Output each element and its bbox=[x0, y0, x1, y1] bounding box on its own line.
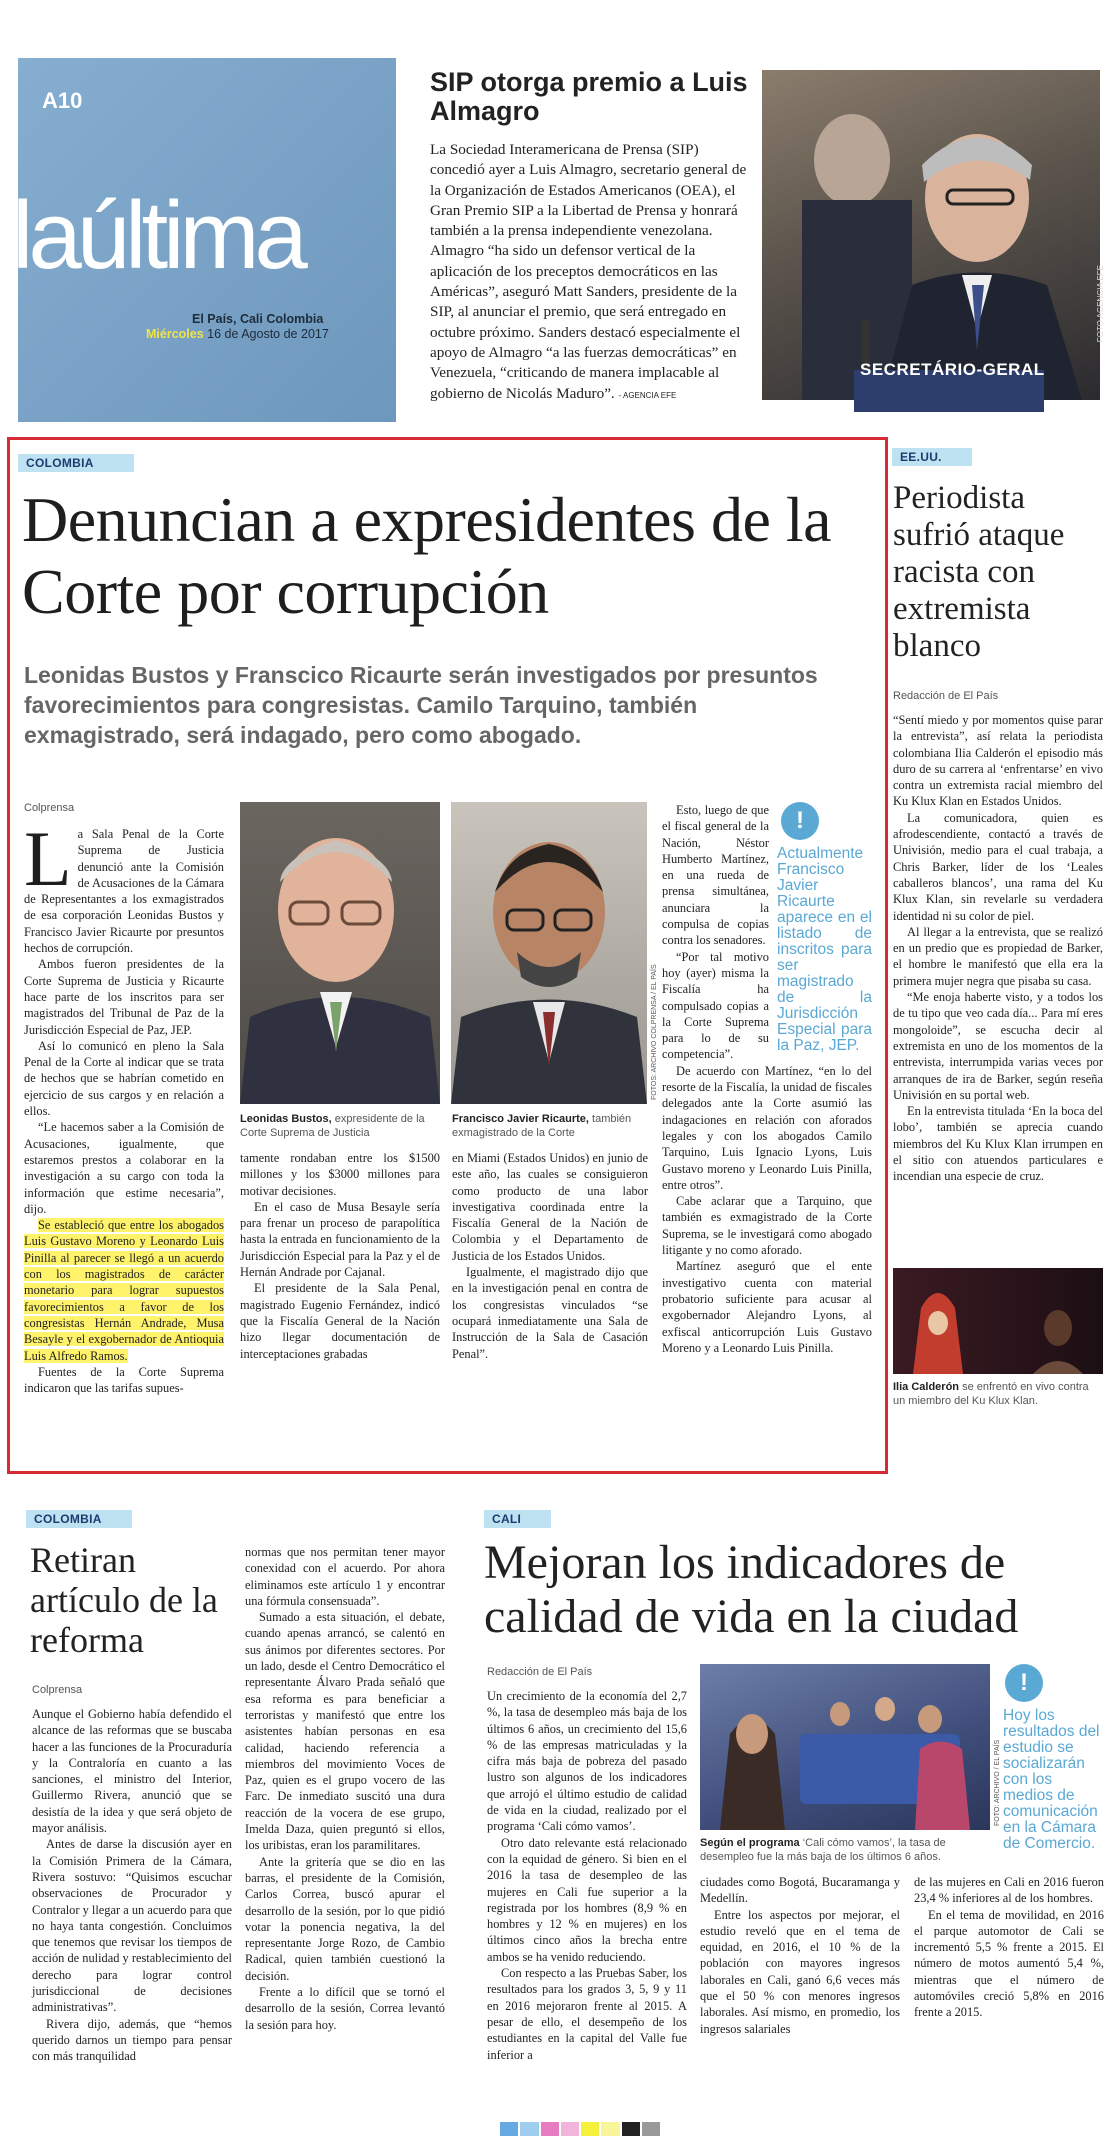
reforma-p: Frente a lo difícil que se tornó el desarrollo de la sesión, Correa levantó la sesión para hoy. bbox=[245, 1985, 445, 2032]
main-col4-p: Martínez aseguró que el ente investigativo cuenta con material probatorio suficiente para acusar al exgobernador Alejandro Lyons, al exfiscal anticorrupción Luis Gustavo Moreno y a Leonardo Luis Pinilla. bbox=[662, 1259, 872, 1355]
eeuu-p: En la entrevista titulada ‘En la boca del lobo’, también se aprecia cuando miembros del Ku Klux Klan irrumpen en el sitio con atuendos particulares e incendian una especie de cruz. bbox=[893, 1104, 1103, 1184]
cali-p: Otro dato relevante está relacionado con la equidad de género. Si bien en el 2016 la tasa de desempleo de las mujeres en Cali fue superior a la registrada por los hombres (8,9 % en hombres y 12 % en mujeres) en los últimos cinco años la brecha entre ambos se ha venido reduciendo. bbox=[487, 1835, 687, 1964]
main-col2-p: En el caso de Musa Besayle sería para frenar un proceso de parapolítica hasta la entrada en funcionamiento de la Jurisdicción Especial para la Paz y el de Hernán Andrade por Cajanal. bbox=[240, 1199, 440, 1280]
cali-headline: Mejoran los indicadores de calidad de vida en la ciudad bbox=[484, 1536, 1019, 1643]
main-kicker bbox=[18, 454, 134, 472]
main-sidenote-box bbox=[777, 802, 872, 1054]
ricaurte-caption bbox=[452, 1112, 648, 1140]
main-col3-bottom bbox=[452, 1150, 648, 1362]
bustos-caption-text: expresidente de la Corte Suprema de Justicia bbox=[240, 1113, 425, 1139]
calderon-illustration bbox=[893, 1268, 1103, 1374]
ricaurte-caption-name: Francisco Javier Ricaurte, bbox=[452, 1113, 589, 1125]
cali-byline: Redacción de El País bbox=[487, 1666, 593, 1678]
main-col2 bbox=[240, 1150, 440, 1362]
cali-caption-text: ‘Cali cómo vamos’, la tasa de desempleo fue la más baja de los últimos 6 años. bbox=[700, 1837, 946, 1863]
reforma-p: Sumado a esta situación, el debate, cuando apenas arrancó, se calentó en sus ánimos por diferentes sectores. Por un lado, desde el Centro Democrático el representante Álvaro Prada señaló que esa reforma es para beneficiar a terroristas y manifestó que entre los asistentes habían personas en esa calidad, haciendo referencia a miembros del movimiento Voces de Paz, quien es el grupo vocero de las Farc. De inmediato suscitó una dura reacción de la vocera de ese grupo, Imelda Daza, quien preguntó si ellos, los uribistas, eran los paramilitares. bbox=[245, 1610, 445, 1853]
eeuu-p: “Sentí miedo y por momentos quise parar la entrevista”, así relata la periodista colombiana Ilia Calderón el episodio más duro de su carrera al ‘enfrentarse’ en vivo contra un extremista racial miembro del Ku Klux Klan en Estados Unidos. bbox=[893, 713, 1103, 809]
main-col1 bbox=[24, 815, 224, 1396]
main-kicker-label: COLOMBIA bbox=[18, 454, 134, 472]
main-col3b-p: en Miami (Estados Unidos) en junio de este año, las cuales se consiguieron como producto de una labor investigativa coordinada entre la Fiscalía General de la Nación de Colombia y el Departamento de Justicia de los Estados Unidos. bbox=[452, 1151, 648, 1263]
almagro-sign: SECRETÁRIO-GERAL bbox=[860, 360, 1045, 379]
cali-p: Con respecto a las Pruebas Saber, los resultados para los grados 3, 5, 9 y 11 en 2016 mejoraron frente al 2015. A pesar de ello, el desempeño de los estudiantes en la capital del Valle fue inferior a bbox=[487, 1966, 687, 2062]
cali-col3 bbox=[914, 1874, 1104, 2021]
sip-body: La Sociedad Interamericana de Prensa (SIP) concedió ayer a Luis Almagro, secretario general de la Organización de Estados Americanos (OEA), el Gran Premio SIP a la Libertad de Prensa y honrará también a la prensa independiente venezolana. Almagro “ha sido un defensor vertical de la aplicación de los preceptos democráticos en las Américas”, aseguró Matt Sanders, presidente de la SIP, al anunciar el premio, que será entregado en octubre próximo. Sanders destacó especialmente el apoyo de Almagro “a las fuerzas democráticas” en Venezuela, “criticando de manera implacable al gobierno de Nicolás Maduro”. bbox=[430, 141, 747, 402]
masthead-panel bbox=[12, 58, 396, 422]
cali-caption-name: Según el programa bbox=[700, 1837, 800, 1849]
cali-kicker bbox=[484, 1510, 551, 1528]
cali-p: Entre los aspectos por mejorar, el estudio reveló que en el tema de equidad, en 2016, el 10 % de la población con mayores ingresos laborales en Cali, ganó 6,6 veces más que el 50 % con menores ingresos laborales. Así mismo, en promedio, los ingresos salariales bbox=[700, 1907, 900, 2036]
cali-caption bbox=[700, 1836, 990, 1864]
cali-p: En el tema de movilidad, en 2016 el parque automotor de Cali se incrementó 5,5 % frente a 2015. El número de motos aumentó 5,4 %, mientras que el número de automóviles creció 5,8% en 2016 frente a 2015. bbox=[914, 1907, 1104, 2020]
cali-sidenote-box bbox=[1003, 1664, 1103, 1852]
reforma-kicker bbox=[26, 1510, 132, 1528]
reforma-byline: Colprensa bbox=[32, 1684, 83, 1696]
cali-photo-credit: FOTO: ARCHIVO / EL PAÍS bbox=[994, 1739, 1001, 1826]
sip-credit: AGENCIA EFE bbox=[622, 390, 677, 400]
cali-photo bbox=[700, 1664, 1001, 1830]
bustos-caption bbox=[240, 1112, 440, 1140]
main-col3b-p: Igualmente, el magistrado dijo que en la investigación penal en contra de los congresistas vinculados “se ocupará inmediatamente una Sala de Instrucción de la Sala de Casación Penal”. bbox=[452, 1265, 648, 1361]
main-col1-p: Ambos fueron presidentes de la Corte Suprema de Justicia y Ricaurte hace parte de los inscritos para ser magistrados del Tribunal de Paz de la Jurisdicción Especial de Paz, JEP. bbox=[24, 957, 224, 1037]
calderon-caption-name: Ilia Calderón bbox=[893, 1381, 960, 1393]
main-col1-p: Fuentes de la Corte Suprema indicaron que las tarifas supues- bbox=[24, 1364, 224, 1396]
reforma-p: normas que nos permitan tener mayor conexidad con el acuerdo. Por ahora eliminamos este artículo 1 y encontrar una fórmula consensuada”. bbox=[245, 1545, 445, 1608]
sip-story: SIP otorga premio a Luis Almagro La Sociedad Interamericana de Prensa (SIP) concedió ayer a Luis Almagro, secretario general de la Organización de Estados Americanos (OEA), el Gran Premio SIP a la Libertad de Prensa y honrará también a la prensa independiente venezolana. Almagro “ha sido un defensor vertical de la aplicación de los preceptos democráticos en las Américas”, aseguró Matt Sanders, presidente de la SIP, al anunciar el premio, que será entregado en octubre próximo. Sanders destacó especialmente el apoyo de Almagro “a las fuerzas democráticas” en Venezuela, “criticando de manera implacable al gobierno de Nicolás Maduro”. - AGENCIA EFE bbox=[430, 68, 752, 406]
ricaurte-caption-text: también exmagistrado de la Corte bbox=[452, 1113, 632, 1139]
calderon-caption-text: se enfrentó en vivo contra un miembro del Ku Klux Klan. bbox=[893, 1381, 1089, 1407]
eeuu-body bbox=[893, 712, 1103, 1185]
calderon-photo bbox=[893, 1268, 1103, 1374]
main-col4-p: De acuerdo con Martínez, “en lo del resorte de la Fiscalía, la unidad de fiscales delegados ante la Corte asumió las indagaciones en relación con aforados legales y con los abogados Camilo Tarquino, Luis Ignacio Lyons, Luis Gustavo moreno y Leonardo Luis Pinilla, entre otros”. bbox=[662, 1063, 872, 1192]
alert-icon: ! bbox=[781, 802, 819, 840]
main-col4-p: Cabe aclarar que a Tarquino, que también es exmagistrado de la Corte Suprema, se le investigará como abogado litigante y no como aforado. bbox=[662, 1194, 872, 1258]
cali-col2 bbox=[700, 1874, 900, 2037]
bustos-illustration bbox=[240, 802, 440, 1104]
reforma-p: Aunque el Gobierno había defendido el alcance de las reformas que se buscaba hacer a las funciones de la Procuraduría y la Contraloría en cuanto a las sanciones, el ministro del Interior, Guillermo Rivera, anunció que se desistía de la idea y que será objeto de mayor análisis. bbox=[32, 1707, 232, 1836]
main-sidenote: Actualmente Francisco Javier Ricaurte aparece en el listado de inscritos para ser magistrado de la Jurisdicción Especial para la Paz, JEP. bbox=[777, 845, 872, 1054]
main-subhead: Leonidas Bustos y Franscico Ricaurte serán investigados por presuntos favorecimientos para congresistas. Camilo Tarquino, también exmagistrado, será indagado, pero como abogado. bbox=[24, 662, 818, 748]
page-number: A10 bbox=[42, 88, 83, 113]
eeuu-byline: Redacción de El País bbox=[893, 690, 999, 702]
cali-sidenote: Hoy los resultados del estudio se socializarán con los medios de comunicación en la Cámara de Comercio. bbox=[1003, 1707, 1100, 1852]
main-col1-p: “Le hacemos saber a la Comisión de Acusaciones, igualmente, que estaremos prestos a colaborar en la investigación a su cargo con toda la información que estime necesaria”, dijo. bbox=[24, 1120, 224, 1216]
reforma-col2 bbox=[245, 1544, 445, 2033]
almagro-photo bbox=[762, 70, 1105, 400]
main-photo-credit: FOTOS: ARCHIVO COLPRENSA / EL PAÍS bbox=[651, 964, 658, 1100]
eeuu-kicker bbox=[892, 448, 972, 466]
drop-cap: L bbox=[24, 815, 72, 902]
eeuu-p: La comunicadora, quien es afrodescendiente, contactó a través de Univisión, medio para el cual trabaja, a Chris Barker, líder de los ‘Leales caballeros blancos’, una rama del Ku Klux Klan, sin revelarle su verdadera identidad ni su color de piel. bbox=[893, 810, 1103, 923]
ricaurte-illustration bbox=[451, 802, 647, 1104]
bustos-caption-name: Leonidas Bustos, bbox=[240, 1113, 332, 1125]
main-col4 bbox=[662, 802, 872, 1356]
eeuu-kicker-label: EE.UU. bbox=[892, 448, 972, 466]
reforma-p: Ante la gritería que se dio en las barras, el presidente de la Comisión, Carlos Correa, buscó apurar el desarrollo de la sesión, por lo que pidió votar la ponencia negativa, la del representante Jorge Rozo, de Cambio Radical, quien también cuestionó la decisión. bbox=[245, 1854, 445, 1983]
cali-illustration bbox=[700, 1664, 990, 1830]
reforma-headline: Retiran artículo de la reforma bbox=[30, 1540, 218, 1660]
dateline-day: Miércoles bbox=[146, 327, 204, 341]
reforma-p: Rivera dijo, además, que “hemos querido darnos un tiempo para pensar con más tranquilidad bbox=[32, 2016, 232, 2064]
color-registration-strip bbox=[500, 2122, 660, 2136]
main-col4-p: “Por tal motivo hoy (ayer) misma la Fiscalía ha compulsado copias a la Corte Suprema para lo de su competencia”. bbox=[662, 949, 769, 1062]
eeuu-p: Al llegar a la entrevista, que se realizó en un predio que es propiedad de Barker, el hombre le manifestó que ella era la primera mujer negra que pisaba su casa. bbox=[893, 924, 1103, 988]
main-headline: Denuncian a expresidentes de la Corte por corrupción bbox=[22, 484, 832, 627]
cali-col1 bbox=[487, 1688, 687, 2063]
reforma-p: Antes de darse la discusión ayer en la Comisión Primera de la Cámara, Rivera sostuvo: “Quisimos escuchar observaciones de Procurador y Contralor y llegar a un acuerdo para que no haya tanta congestión. Concluimos que tenemos que revisar los tiempos de acción de nulidad y restablecimiento del derecho para lograr control jurisdiccional de decisiones administrativas”. bbox=[32, 1837, 232, 2015]
reforma-col1 bbox=[32, 1706, 232, 2065]
sip-headline: SIP otorga premio a Luis Almagro bbox=[430, 67, 748, 126]
cali-p: Un crecimiento de la economía del 2,7 %, la tasa de desempleo más baja de los últimos 6 años, un crecimiento del 15,6 % de las empresas matriculadas y la cifra más baja de pobreza del pasado lustro son algunos de los indicadores que arrojó el último estudio de calidad de vida en la ciudad, realizado por el programa ‘Cali cómo vamos’. bbox=[487, 1689, 687, 1834]
highlighted-passage: Se estableció que entre los abogados Luis Gustavo Moreno y Leonardo Luis Pinilla al parecer se llegó a un acuerdo con los magistrados de carácter monetario para lograr supuestos favorecimientos a favor de los congresistas Hernán Andrade, Musa Besayle y el exgobernador de Antioquia Luis Alfredo Ramos. bbox=[24, 1218, 224, 1363]
cali-p: ciudades como Bogotá, Bucaramanga y Medellín. bbox=[700, 1875, 900, 1906]
dateline-date: 16 de Agosto de 2017 bbox=[207, 327, 329, 341]
reforma-kicker-label: COLOMBIA bbox=[26, 1510, 132, 1528]
bustos-photo bbox=[240, 802, 440, 1104]
main-col4-p: Esto, luego de que el fiscal general de la Nación, Néstor Humberto Martínez, en una rueda de prensa simultánea, anunciara la compulsa de copias contra los senadores. bbox=[662, 803, 769, 948]
section-brand: laúltima bbox=[12, 182, 303, 289]
alert-icon: ! bbox=[1005, 1664, 1043, 1702]
dateline-city: El País, Cali Colombia bbox=[192, 312, 324, 326]
almagro-photo-credit: FOTO AGENCIA EFE bbox=[1096, 265, 1105, 343]
dateline bbox=[146, 312, 329, 342]
main-col2-p: El presidente de la Sala Penal, magistrado Eugenio Fernández, indicó que la Fiscalía General de la Nación hizo llegar documentación de interceptaciones grabadas bbox=[240, 1281, 440, 1361]
calderon-caption bbox=[893, 1380, 1103, 1408]
almagro-illustration bbox=[762, 70, 1100, 400]
eeuu-p: “Me enoja haberte visto, y a todos los de tu tipo que veo cada día... Para mí eres mongoloide”, se escucha decir al extremista en uno de los momentos de la entrevista, interrumpida varias veces por arranques de ira de Barker, según reseña Univisión en su portal web. bbox=[893, 990, 1103, 1102]
main-col2-p: tamente rondaban entre los $1500 millones y los $3000 millones para motivar decisiones. bbox=[240, 1151, 440, 1198]
main-byline: Colprensa bbox=[24, 802, 75, 814]
main-col1-p: a Sala Penal de la Corte Suprema de Justicia denunció ante la Comisión de Acusaciones de la Cámara de Representantes a los exmagistrados de esa corporación Leonidas Bustos y Francisco Javier Ricaurte por presuntos hechos de corrupción. bbox=[24, 827, 224, 956]
main-col1-p: Así lo comunicó en pleno la Sala Penal de la Corte al indicar que se trata de hechos que se habrían cometido en ejercicio de sus cargos y en relación a ellos. bbox=[24, 1038, 224, 1119]
cali-p: de las mujeres en Cali en 2016 fueron 23,4 % inferiores al de los hombres. bbox=[914, 1875, 1104, 1906]
eeuu-headline: Periodista sufrió ataque racista con extremista blanco bbox=[893, 480, 1065, 664]
cali-kicker-label: CALI bbox=[484, 1510, 551, 1528]
ricaurte-photo bbox=[451, 802, 658, 1104]
